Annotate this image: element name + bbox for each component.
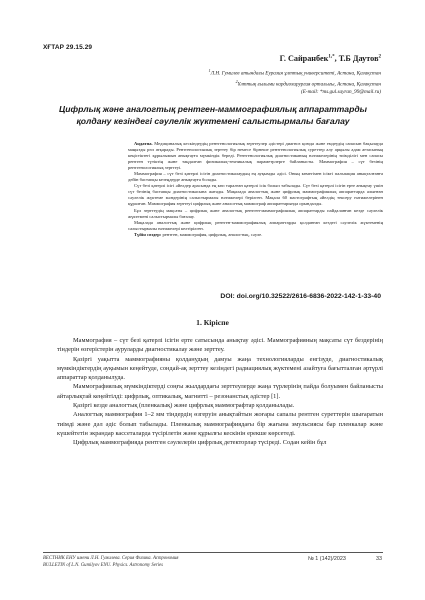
body-paragraph: Қазіргі кезде аналогтық (пленкалық) және цифрлық маммографтар қолданылады. — [73, 402, 295, 410]
doi-link[interactable]: doi.org/10.32522/2616-6836-2022-142-1-33-40 — [236, 293, 381, 300]
body-paragraph: Маммография – сүт безі қатерлі ісігін ерте сатысында анықтау әдісі. Маммографияның мақсаты сүт бездерінің тіндерін өзгерістерін ауруларды диагностикалау және зерттеу. — [57, 337, 383, 354]
author-affiliation-mark: 1,* — [328, 54, 335, 60]
doi-line — [220, 293, 381, 300]
affiliation-mark: 2 — [235, 79, 238, 85]
author-email: (E-mail: *ms.gul.sayran_99@mail.ru) — [301, 89, 381, 96]
affiliation-mark: 1 — [208, 68, 211, 73]
abstract-paragraph: Аңдатпа. Медициналық кескіндеудің рентгенологиялық зерттеулер әдістері диагноз қоюда және емдеудің сапасын бақылауда маңызды рөл атқарады. Рентгенологиялық зерттеу бір немесе бірнеше рентгенологиялық суреттер алу арқылы адам ағзасының кеңістіктегі құрылымын анықтауға мүмкіндік береді. Рентгенологиялық диагностиканың нәтижелерінің тиімділігі мен сапасы рентген түтіктің және таңдалған физикалық-техникалық параметрлерге байланысты. Маммография – сүт безінің рентгенологиялық зерттеуі. — [128, 141, 383, 171]
abstract-paragraph: Сүт безі қатерлі ісігі әйелдер арасында ең көп таралған қатерлі ісік болып табылады. Сүт безі қатерлі ісігін ерте анықтау үшін сүт безінің бастапқы диагностикасына жатады. Мақалада аналогтық және цифрлық маммографиялық аппараттарда алынған сәулелік жүктеме мәндерінің салыстырмалы нәтижелері берілген. Мақала 60 мастографтың әйелдің тексеру нәтижелерінен құралған. Маммография зерттеуі цифрлық және аналогтық маммограф аппараттарында орындалды. — [128, 183, 383, 207]
abstract-paragraph: Мақалада аналогтық және цифрлық рентген-маммографиялық аппараттарды қолданған кездегі сәулелік жүктеменің салыстырмалы нәтижелері келтірілген. — [128, 219, 383, 231]
affiliations — [141, 67, 381, 97]
doi-label: DOI: — [220, 293, 235, 300]
abstract — [128, 141, 383, 238]
body-paragraph: Аналогтық маммография 1–2 мм тіндердің өзгеруін анықтайтын жоғары сапалы рентген суреттерін шығаратын тиімді және дәл әдіс болып табылады. Пленкалық маммографиядағы бір жағына эмульсиясы бар пленкалар және күшейтетін экрандар кассеталарда түсірілетін және құрылғы кескінін ерекше көрсетеді. — [57, 411, 383, 437]
paper-title: Цифрлық және аналогтық рентген-маммографиялық аппараттарды қолдану кезіндегі сәулелік жүктемені салыстырмалы бағалау — [59, 104, 367, 126]
keywords-label: Түйін сөздер: — [134, 231, 162, 237]
section-heading: 1. Кіріспе — [196, 318, 229, 327]
author-name: Г. Сайранбек — [279, 54, 329, 63]
keywords: Түйін сөздер: рентген, маммография, цифрлық, аналогтық, сәуле. — [134, 231, 263, 237]
abstract-label: Аңдатпа. — [134, 141, 153, 146]
body-paragraph: Цифрлық маммографияда рентген сәулелерін цифрлық детекторлар түсіреді. Содан кейін бұл — [73, 439, 327, 447]
footer-divider — [43, 552, 383, 553]
body-paragraph: Маммографиялық мүмкіндіктерді соңғы жылдардағы зерттеулерде жаңа түрлерінің пайда болуымен байланысты айтарлықтай кеңейтілді: цифрлық, оптикалық, магнитті – резонанстық әдістер [1]. — [57, 383, 383, 400]
affiliation-line: $^2$Ұлттық ғылыми кардиохирургия орталығы, Астана, Қазақстан — [235, 79, 381, 88]
body-paragraph: Қазіргі уақытта маммографияны қолданудың дамуы жаңа технологияларды енгізуде, диагностикалық мүмкіндіктердің ауқымын кеңейтуде, сондай-ақ зерттеу кезіндегі радиациялық жүктемені азайтуға бағытталған әртүрлі аппараттар қолданылуда. — [57, 355, 383, 382]
author-affiliation-mark: 2 — [378, 54, 381, 60]
affiliation-line: $^1$Л.Н. Гумилев атындағы Еуразия ұлттық университеті, Астана, Қазақстан — [208, 68, 381, 77]
abstract-paragraph: Маммография – сүт безі қатерлі ісігін диагностикалаудың ең ауқымды әдісі. Оның көмегімен ісікті пальпация анықталғанға дейін бастапқы кезеңдерде анықтауға болады. — [128, 171, 383, 183]
abstract-paragraph: Бұл зерттеудің мақсаты – цифрлық және аналогтық рентген-маммографиялық аппараттарды пайдаланған кезде сәулелік жүктемені салыстырмалы бағалау. — [128, 207, 383, 219]
issue-number: № 1 (142)/2023 — [308, 556, 346, 562]
journal-name: ВЕСТНИК ЕНУ имени Л.Н. Гумилева. Серия Физика. Астрономия BULLETIN of L.N. Gumilyov ENU. Physics. Astronomy Series — [43, 556, 179, 568]
udk-code: ХҒТАР 29.15.29 — [43, 44, 93, 51]
author-line — [280, 54, 381, 63]
author-name: Т.Б Даутов — [338, 54, 379, 63]
body-text — [57, 336, 383, 448]
page-number: 33 — [376, 556, 382, 562]
author-separator: , — [334, 54, 339, 63]
